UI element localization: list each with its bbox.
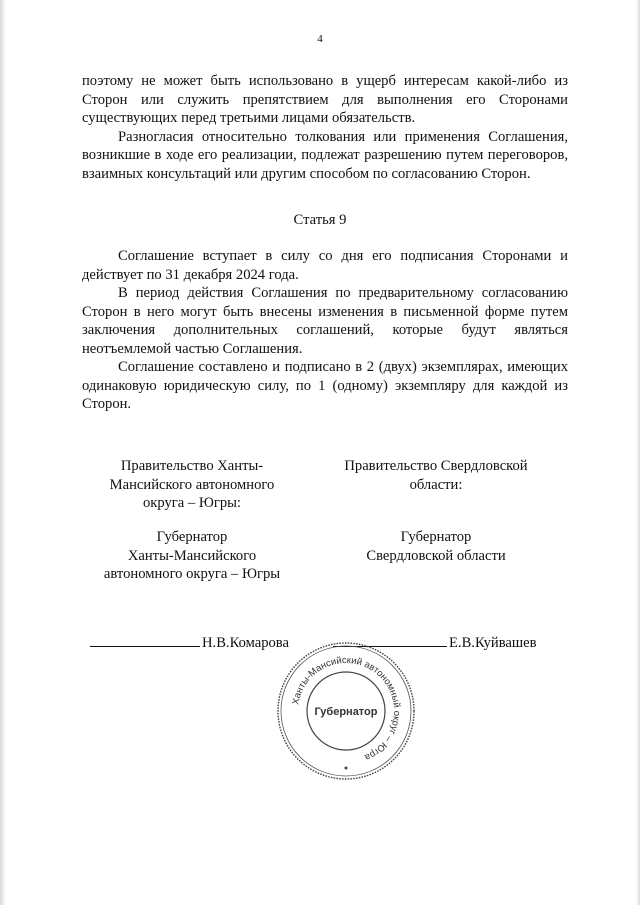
left-party-block bbox=[82, 457, 302, 513]
signature-blank bbox=[90, 632, 200, 647]
right-title-line: Губернатор bbox=[400, 529, 472, 545]
left-signatory-name: Н.В.Комарова bbox=[202, 635, 289, 651]
right-party-name-line: Правительство Свердловской bbox=[344, 458, 528, 474]
left-title-line: Губернатор bbox=[156, 529, 228, 545]
paragraph: Разногласия относительно толкования или применения Соглашения, возникшие в ходе его реализации, подлежат разрешению путем переговоров, взаимных консультаций или другим способом по согласованию Сторон. bbox=[82, 128, 568, 182]
paragraph: В период действия Соглашения по предварительному согласованию Сторон в него могут быть внесены изменения в письменной форме путем заключения дополнительных соглашений, которые будут являться неотъемлемой частью Соглашения. bbox=[82, 285, 568, 357]
seal-ring-text: Ханты-Мансийский автономный округ – Югра bbox=[290, 654, 403, 763]
page-number: 4 bbox=[317, 33, 323, 45]
text-block-continuation bbox=[82, 72, 568, 183]
right-party-block bbox=[326, 457, 546, 494]
seal-center-text: Губернатор bbox=[314, 706, 378, 718]
page-edge-right bbox=[636, 0, 640, 905]
left-title-line: автономного округа – Югры bbox=[103, 566, 281, 582]
paragraph: поэтому не может быть использовано в ущерб интересам какой-либо из Сторон или служить препятствием для выполнения его Сторонами существующих перед третьими лицами обязательств. bbox=[82, 73, 568, 126]
text-block-article-9 bbox=[82, 247, 568, 414]
seal-dot bbox=[345, 767, 348, 770]
paragraph: Соглашение вступает в силу со дня его подписания Сторонами и действует по 31 декабря 2024 года. bbox=[82, 248, 568, 283]
page-edge-left bbox=[0, 0, 6, 905]
left-party-name-line: округа – Югры: bbox=[143, 495, 241, 511]
right-title-block bbox=[326, 528, 546, 565]
left-title-line: Ханты-Мансийского bbox=[127, 547, 257, 564]
article-heading: Статья 9 bbox=[293, 212, 347, 228]
left-signature-line bbox=[90, 632, 289, 653]
right-party-name-line: области: bbox=[409, 476, 463, 493]
right-signatory-name: Е.В.Куйвашев bbox=[449, 635, 537, 651]
official-seal bbox=[275, 640, 417, 782]
right-title-line: Свердловской области bbox=[366, 547, 506, 564]
left-party-name-line: Мансийского автономного bbox=[109, 476, 275, 493]
left-title-block bbox=[82, 528, 302, 584]
paragraph: Соглашение составлено и подписано в 2 (двух) экземплярах, имеющих одинаковую юридическую силу, по 1 (одному) экземпляру для каждой из Сторон. bbox=[82, 359, 568, 412]
left-party-name-line: Правительство Ханты- bbox=[120, 458, 264, 474]
